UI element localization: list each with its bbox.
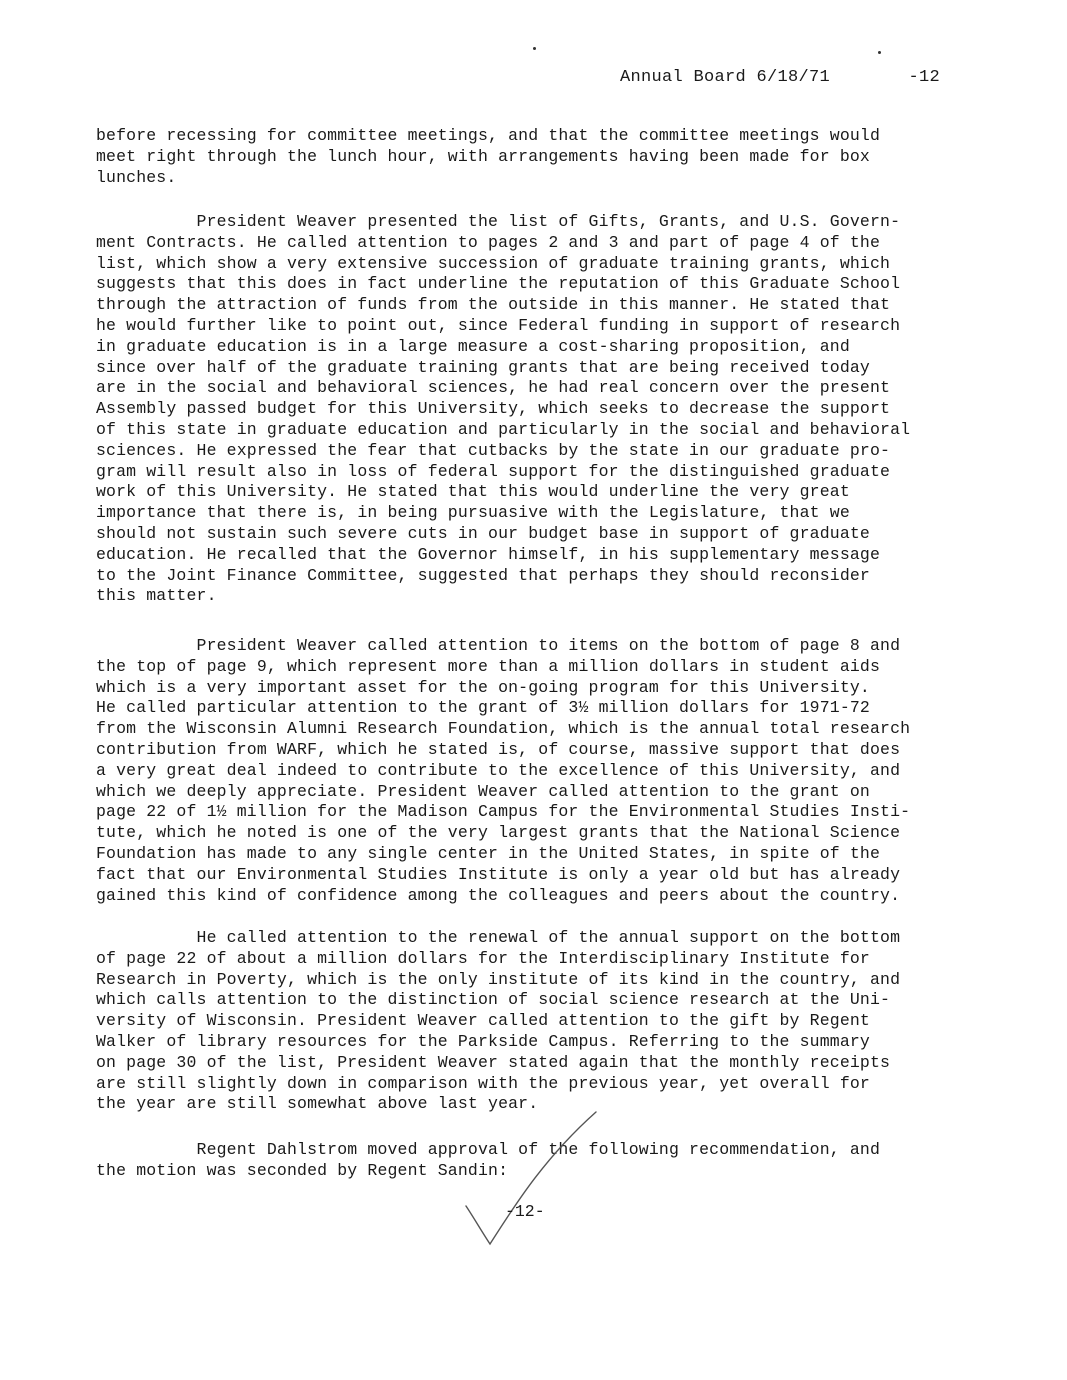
text-line: fact that our Environmental Studies Institute is only a year old but has already	[96, 864, 901, 884]
text-line: Walker of library resources for the Parkside Campus. Referring to the summary	[96, 1031, 870, 1051]
text-line: sciences. He expressed the fear that cutbacks by the state in our graduate pro-	[96, 440, 891, 460]
text-line: tute, which he noted is one of the very largest grants that the National Science	[96, 823, 901, 843]
text-line: education. He recalled that the Governor himself, in his supplementary message	[96, 544, 881, 564]
text-line: of this state in graduate education and particularly in the social and behavioral	[96, 419, 911, 439]
text-line: in graduate education is in a large measure a cost-sharing proposition, and	[96, 336, 850, 356]
paragraph-gifts-grants	[96, 212, 946, 607]
text-line: of page 22 of about a million dollars for the Interdisciplinary Institute for	[96, 948, 870, 968]
text-line: this matter.	[96, 586, 217, 606]
text-line: before recessing for committee meetings, and that the committee meetings would	[96, 126, 881, 145]
text-line: suggests that this does in fact underline the reputation of this Graduate School	[96, 274, 901, 294]
page-footer-marker: -12-	[505, 1202, 545, 1221]
text-line: he would further like to point out, since Federal funding in support of research	[96, 315, 901, 335]
text-line: He called particular attention to the grant of 3½ million dollars for 1971-72	[96, 698, 870, 718]
text-line: importance that there is, in being pursuasive with the Legislature, that we	[96, 503, 850, 523]
text-line: from the Wisconsin Alumni Research Foundation, which is the annual total research	[96, 719, 911, 739]
text-line: Research in Poverty, which is the only institute of its kind in the country, and	[96, 969, 901, 989]
text-line: the motion was seconded by Regent Sandin:	[96, 1160, 509, 1180]
text-line: which is a very important asset for the on-going program for this University.	[96, 677, 870, 697]
text-line: President Weaver called attention to items on the bottom of page 8 and	[96, 636, 901, 655]
text-line: page 22 of 1½ million for the Madison Campus for the Environmental Studies Insti-	[96, 802, 911, 822]
scan-speck	[878, 51, 881, 54]
text-line: which we deeply appreciate. President Weaver called attention to the grant on	[96, 781, 870, 801]
text-line: are still slightly down in comparison with the previous year, yet overall for	[96, 1073, 870, 1093]
header-title: Annual Board 6/18/71	[620, 68, 831, 87]
text-line: gram will result also in loss of federal support for the distinguished graduate	[96, 461, 891, 481]
text-line: lunches.	[96, 167, 177, 187]
text-line: Assembly passed budget for this University, which seeks to decrease the support	[96, 399, 891, 419]
text-line: should not sustain such severe cuts in our budget base in support of graduate	[96, 523, 870, 543]
text-line: are in the social and behavioral sciences, he had real concern over the present	[96, 378, 891, 398]
text-line: list, which show a very extensive succession of graduate training grants, which	[96, 253, 891, 273]
text-line: contribution from WARF, which he stated is, of course, massive support that does	[96, 739, 901, 759]
text-line: to the Joint Finance Committee, suggested that perhaps they should reconsider	[96, 565, 870, 585]
text-line: the year are still somewhat above last year.	[96, 1094, 539, 1114]
text-line: President Weaver presented the list of Gifts, Grants, and U.S. Govern-	[96, 212, 901, 231]
text-line: versity of Wisconsin. President Weaver called attention to the gift by Regent	[96, 1011, 870, 1031]
text-line: ment Contracts. He called attention to pages 2 and 3 and part of page 4 of the	[96, 232, 881, 252]
scan-speck	[533, 47, 536, 50]
paragraph-student-aids	[96, 636, 946, 906]
text-line: gained this kind of confidence among the colleagues and peers about the country.	[96, 885, 901, 905]
handwritten-checkmark-icon	[462, 1110, 602, 1250]
text-line: He called attention to the renewal of the annual support on the bottom	[96, 928, 901, 947]
paragraph-poverty-institute	[96, 928, 946, 1115]
text-line: a very great deal indeed to contribute to the excellence of this University, and	[96, 760, 901, 780]
text-line: through the attraction of funds from the outside in this manner. He stated that	[96, 295, 891, 315]
text-line: Regent Dahlstrom moved approval of the following recommendation, and	[96, 1140, 881, 1159]
text-line: meet right through the lunch hour, with arrangements having been made for box	[96, 146, 870, 166]
text-line: since over half of the graduate training grants that are being received today	[96, 357, 870, 377]
text-line: the top of page 9, which represent more than a million dollars in student aids	[96, 656, 881, 676]
text-line: Foundation has made to any single center in the United States, in spite of the	[96, 843, 881, 863]
text-line: which calls attention to the distinction of social science research at the Uni-	[96, 990, 891, 1010]
paragraph-continuation	[96, 126, 946, 188]
text-line: on page 30 of the list, President Weaver stated again that the monthly receipts	[96, 1052, 891, 1072]
header-page-number: -12	[908, 68, 940, 87]
text-line: work of this University. He stated that this would underline the very great	[96, 482, 850, 502]
